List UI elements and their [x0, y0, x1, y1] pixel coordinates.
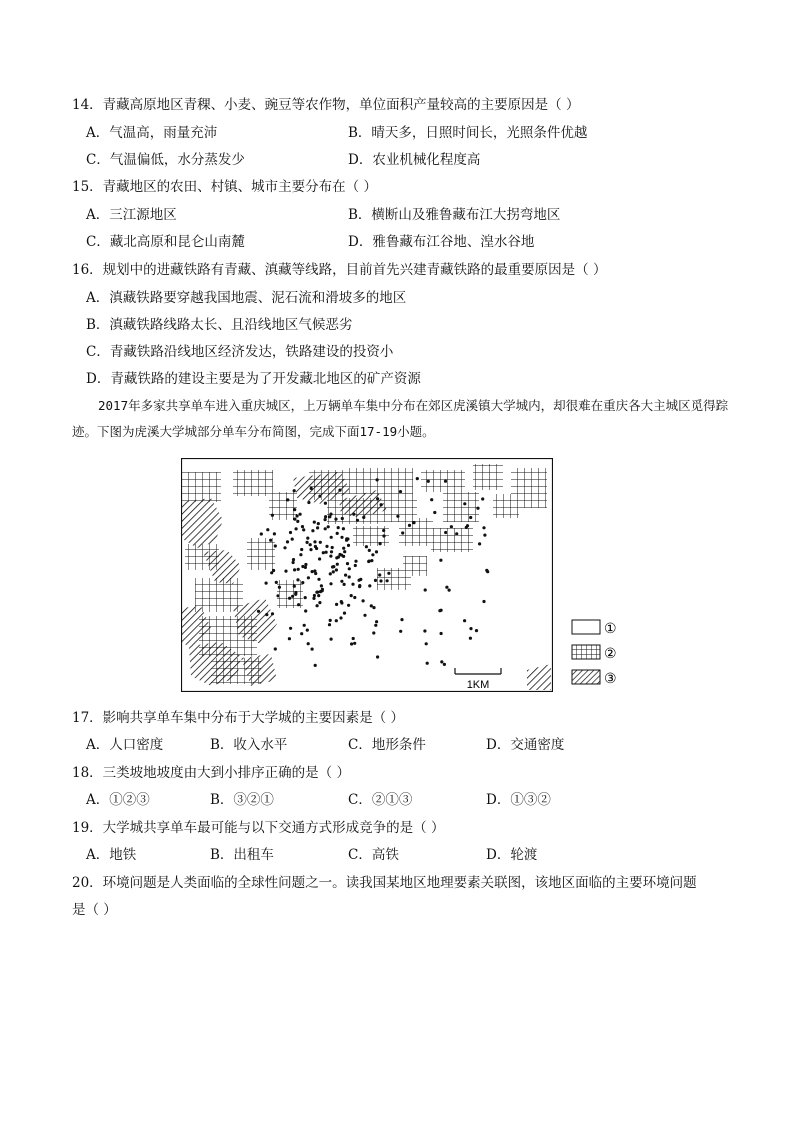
- bike-point: [283, 546, 286, 549]
- bike-point: [374, 624, 377, 627]
- bike-point: [338, 489, 341, 492]
- bike-point: [354, 560, 357, 563]
- bike-point: [330, 550, 333, 553]
- question-15-stem: 15．青藏地区的农田、村镇、城市主要分布在（ ）: [72, 179, 377, 195]
- question-16-stem: 16．规划中的进藏铁路有青藏、滇藏等线路，目前首先兴建青藏铁路的最重要原因是（ ）: [72, 262, 607, 278]
- bike-point: [312, 597, 315, 600]
- bike-point: [376, 497, 379, 500]
- bike-point: [481, 497, 484, 500]
- bike-point: [293, 508, 296, 511]
- bike-point: [438, 609, 441, 612]
- bike-point: [386, 579, 389, 582]
- legend-label-3: ③: [604, 671, 617, 687]
- bike-point: [342, 527, 345, 530]
- q18-option-b: B．③②①: [210, 792, 274, 808]
- bike-point: [271, 514, 274, 517]
- bike-point: [292, 558, 295, 561]
- q16-option-c: C．青藏铁路沿线地区经济发达，铁路建设的投资小: [86, 344, 394, 360]
- bike-point: [330, 536, 333, 539]
- bike-point: [379, 542, 382, 545]
- bike-point: [284, 570, 287, 573]
- bike-point: [375, 550, 378, 553]
- q17-option-a: A．人口密度: [86, 737, 164, 753]
- bike-point: [463, 619, 466, 622]
- bike-point: [291, 538, 294, 541]
- q17-option-b: B．收入水平: [210, 737, 288, 753]
- question-18-stem: 18．三类坡地坡度由大到小排序正确的是（ ）: [72, 765, 350, 781]
- bike-point: [486, 570, 489, 573]
- bike-point: [319, 541, 322, 544]
- bike-point: [425, 642, 428, 645]
- bike-point: [307, 642, 310, 645]
- bike-point: [309, 543, 312, 546]
- bike-point: [346, 562, 349, 565]
- bike-point: [286, 540, 289, 543]
- bike-point: [288, 597, 291, 600]
- bike-point: [423, 629, 426, 632]
- bike-point: [317, 578, 320, 581]
- q14-option-c: C．气温偏低，水分蒸发少: [86, 152, 245, 168]
- bike-point: [469, 516, 472, 519]
- bike-point: [276, 594, 279, 597]
- bike-point: [382, 529, 385, 532]
- bike-point: [324, 515, 327, 518]
- bike-distribution-map: [181, 458, 553, 692]
- bike-point: [329, 555, 332, 558]
- bike-point: [401, 531, 404, 534]
- bike-point: [293, 518, 296, 521]
- bike-point: [303, 624, 306, 627]
- q19-option-c: C．高铁: [348, 847, 399, 863]
- bike-point: [362, 516, 365, 519]
- bike-point: [365, 545, 368, 548]
- bike-point: [315, 591, 318, 594]
- bike-point: [370, 604, 373, 607]
- bike-point: [307, 501, 310, 504]
- bike-point: [300, 632, 303, 635]
- legend-swatch-1: [572, 620, 600, 634]
- bike-point: [351, 583, 354, 586]
- grid-zone: [511, 468, 547, 508]
- bike-point: [304, 566, 307, 569]
- bike-point: [313, 594, 316, 597]
- bike-point: [368, 584, 371, 587]
- bike-point: [289, 531, 292, 534]
- bike-point: [302, 528, 305, 531]
- bike-point: [300, 548, 303, 551]
- bike-point: [400, 618, 403, 621]
- bike-point: [350, 642, 353, 645]
- bike-point: [368, 560, 371, 563]
- bike-point: [444, 531, 447, 534]
- bike-point: [297, 568, 300, 571]
- bike-point: [270, 571, 273, 574]
- bike-point: [291, 595, 294, 598]
- question-20-stem-line2: 是（ ）: [72, 902, 117, 918]
- bike-point: [340, 580, 343, 583]
- bike-point: [463, 502, 466, 505]
- bike-point: [293, 568, 296, 571]
- bike-point: [399, 630, 402, 633]
- q15-option-d: D．雅鲁藏布江谷地、湟水谷地: [348, 234, 535, 250]
- grid-zone: [349, 468, 413, 494]
- q18-option-a: A．①②③: [86, 792, 150, 808]
- bike-point: [348, 575, 351, 578]
- bike-point: [319, 590, 322, 593]
- bike-point: [337, 526, 340, 529]
- bike-point: [374, 579, 377, 582]
- bike-point: [292, 561, 295, 564]
- bike-point: [344, 574, 347, 577]
- bike-point: [382, 534, 385, 537]
- bike-point: [358, 584, 361, 587]
- grid-zone: [233, 470, 273, 496]
- bike-point: [335, 568, 338, 571]
- bike-point: [335, 556, 338, 559]
- bike-point: [348, 567, 351, 570]
- bike-point: [317, 522, 320, 525]
- bike-point: [482, 526, 485, 529]
- bike-point: [296, 520, 299, 523]
- bike-point: [433, 511, 436, 514]
- bike-point: [275, 581, 278, 584]
- bike-point: [320, 584, 323, 587]
- bike-point: [296, 578, 299, 581]
- bike-point: [440, 632, 443, 635]
- bike-point: [426, 662, 429, 665]
- bike-point: [455, 532, 458, 535]
- bike-point: [440, 660, 443, 663]
- bike-point: [314, 664, 317, 667]
- bike-point: [329, 619, 332, 622]
- bike-point: [331, 565, 334, 568]
- bike-point: [341, 517, 344, 520]
- bike-point: [380, 503, 383, 506]
- bike-point: [368, 549, 371, 552]
- bike-point: [336, 532, 339, 535]
- q18-option-d: D．①③②: [486, 792, 551, 808]
- q14-option-d: D．农业机械化程度高: [348, 152, 481, 168]
- bike-point: [356, 519, 359, 522]
- bike-point: [483, 534, 486, 537]
- bike-point: [346, 537, 349, 540]
- bike-point: [271, 612, 274, 615]
- bike-point: [363, 614, 366, 617]
- question-17-stem: 17．影响共享单车集中分布于大学城的主要因素是（ ）: [72, 710, 404, 726]
- bike-point: [358, 579, 361, 582]
- grid-zone: [195, 578, 243, 612]
- bike-point: [306, 541, 309, 544]
- q15-option-c: C．藏北高原和昆仑山南麓: [86, 234, 245, 250]
- bike-point: [307, 576, 310, 579]
- bike-point: [340, 536, 343, 539]
- bike-point: [353, 596, 356, 599]
- grid-zone: [377, 568, 411, 590]
- bike-point: [330, 638, 333, 641]
- bike-point: [318, 557, 321, 560]
- bike-point: [325, 545, 328, 548]
- bike-point: [309, 548, 312, 551]
- bike-point: [332, 570, 335, 573]
- bike-point: [335, 603, 338, 606]
- bike-point: [352, 637, 355, 640]
- q18-option-c: C．②①③: [348, 792, 413, 808]
- bike-point: [329, 513, 332, 516]
- bike-point: [353, 642, 356, 645]
- bike-point: [352, 513, 355, 516]
- bike-point: [340, 600, 343, 603]
- q15-option-b: B．横断山及雅鲁藏布江大拐弯地区: [348, 207, 561, 223]
- bike-point: [339, 616, 342, 619]
- bike-point: [295, 527, 298, 530]
- bike-point: [475, 629, 478, 632]
- bike-point: [318, 495, 321, 498]
- bike-point: [325, 551, 328, 554]
- legend-label-2: ②: [604, 646, 617, 662]
- bike-point: [335, 619, 338, 622]
- q16-option-d: D．青藏铁路的建设主要是为了开发藏北地区的矿产资源: [86, 371, 421, 387]
- bike-point: [342, 547, 345, 550]
- q17-option-d: D．交通密度: [486, 737, 565, 753]
- bike-point: [424, 588, 427, 591]
- bike-point: [304, 596, 307, 599]
- question-14-stem: 14．青藏高原地区青稞、小麦、豌豆等农作物，单位面积产量较高的主要原因是（ ）: [72, 97, 580, 113]
- bike-point: [427, 480, 430, 483]
- grid-zone: [247, 538, 275, 570]
- bike-point: [293, 585, 296, 588]
- bike-point: [376, 478, 379, 481]
- bike-point: [372, 606, 375, 609]
- bike-point: [311, 529, 314, 532]
- bike-point: [313, 569, 316, 572]
- bike-point: [274, 544, 277, 547]
- bike-point: [342, 555, 345, 558]
- bike-point: [444, 480, 447, 483]
- bike-point: [327, 525, 330, 528]
- grid-zone: [181, 472, 221, 502]
- q14-option-a: A．气温高，雨量充沛: [86, 125, 218, 141]
- bike-point: [476, 507, 479, 510]
- map-legend: [571, 619, 631, 689]
- bike-point: [334, 518, 337, 521]
- q16-option-b: B．滇藏铁路线路太长、且沿线地区气候恶劣: [86, 317, 353, 333]
- bike-point: [354, 564, 357, 567]
- legend-swatch-3: [572, 670, 600, 684]
- q19-option-d: D．轮渡: [486, 847, 538, 863]
- bike-point: [288, 637, 291, 640]
- bike-point: [317, 594, 320, 597]
- grid-zone: [443, 492, 479, 522]
- bike-point: [347, 604, 350, 607]
- bike-point: [322, 551, 325, 554]
- bike-point: [362, 599, 365, 602]
- bike-point: [376, 655, 379, 658]
- bike-point: [265, 613, 268, 616]
- bike-point: [289, 627, 292, 630]
- bike-point: [399, 490, 402, 493]
- bike-point: [343, 583, 346, 586]
- bike-point: [469, 627, 472, 630]
- bike-point: [328, 623, 331, 626]
- bike-point: [313, 540, 316, 543]
- bike-point: [324, 518, 327, 521]
- bike-point: [266, 528, 269, 531]
- bike-point: [318, 601, 321, 604]
- bike-point: [316, 604, 319, 607]
- bike-point: [278, 586, 281, 589]
- bike-point: [336, 563, 339, 566]
- question-19-stem: 19．大学城共享单车最可能与以下交通方式形成竞争的是（ ）: [72, 820, 445, 836]
- q17-option-c: C．地形条件: [348, 737, 426, 753]
- bike-point: [273, 532, 276, 535]
- bike-point: [299, 553, 302, 556]
- bike-point: [324, 502, 327, 505]
- bike-point: [478, 542, 481, 545]
- q14-option-b: B．晴天多，日照时间长，光照条件优越: [348, 125, 588, 141]
- bike-point: [310, 487, 313, 490]
- bike-point: [297, 603, 300, 606]
- bike-point: [329, 572, 332, 575]
- bike-point: [347, 544, 350, 547]
- bike-point: [265, 582, 268, 585]
- bike-point: [306, 537, 309, 540]
- bike-point: [304, 563, 307, 566]
- bike-point: [293, 489, 296, 492]
- bike-point: [378, 573, 381, 576]
- grid-zone: [399, 518, 433, 546]
- q19-option-a: A．地铁: [86, 847, 137, 863]
- bike-point: [316, 526, 319, 529]
- q15-option-a: A．三江源地区: [86, 207, 177, 223]
- grid-zone: [473, 464, 503, 490]
- bike-point: [311, 570, 314, 573]
- bike-point: [350, 594, 353, 597]
- bike-point: [314, 545, 317, 548]
- grid-zone: [431, 528, 473, 552]
- bike-point: [450, 525, 453, 528]
- q16-option-a: A．滇藏铁路要穿越我国地震、泥石流和滑坡多的地区: [86, 290, 407, 306]
- bike-point: [375, 620, 378, 623]
- bike-point: [294, 593, 297, 596]
- bike-point: [465, 526, 468, 529]
- bike-point: [408, 524, 411, 527]
- bike-point: [412, 521, 415, 524]
- bike-point: [439, 559, 442, 562]
- bike-point: [260, 532, 263, 535]
- scale-label: 1KM: [466, 679, 490, 691]
- legend-swatch-2: [572, 645, 600, 659]
- bike-point: [306, 629, 309, 632]
- bike-point: [324, 527, 327, 530]
- bike-point: [329, 582, 332, 585]
- bike-point: [286, 498, 289, 501]
- bike-point: [372, 631, 375, 634]
- bike-point: [311, 648, 314, 651]
- bike-point: [387, 572, 390, 575]
- passage-text: 2017年多家共享单车进入重庆城区，上万辆单车集中分布在郊区虎溪镇大学城内，却很难在重庆各大主城区觅得踪迹。下图为虎溪大学城部分单车分布简图，完成下面17-19小题。: [72, 398, 729, 439]
- bike-point: [396, 515, 399, 518]
- bike-point: [304, 609, 307, 612]
- bike-point: [343, 550, 346, 553]
- bike-point: [343, 612, 346, 615]
- bike-point: [296, 514, 299, 517]
- bike-point: [331, 546, 334, 549]
- bike-point: [313, 521, 316, 524]
- bike-point: [257, 610, 260, 613]
- question-20-stem-line1: 20．环境问题是人类面临的全球性问题之一。读我国某地区地理要素关联图，该地区面临的主要环境问题: [72, 875, 697, 891]
- bike-point: [448, 589, 451, 592]
- bike-point: [274, 647, 277, 650]
- bike-point: [379, 579, 382, 582]
- bike-point: [301, 525, 304, 528]
- bike-point: [371, 553, 374, 556]
- bike-point: [443, 663, 446, 666]
- bike-point: [301, 581, 304, 584]
- bike-point: [370, 559, 373, 562]
- bike-point: [416, 477, 419, 480]
- bike-point: [445, 586, 448, 589]
- bike-point: [469, 637, 472, 640]
- bike-point: [338, 553, 341, 556]
- q19-option-b: B．出租车: [210, 847, 274, 863]
- bike-point: [482, 600, 485, 603]
- bike-point: [299, 513, 302, 516]
- bike-point: [430, 498, 433, 501]
- bike-point: [269, 539, 272, 542]
- legend-label-1: ①: [604, 621, 617, 637]
